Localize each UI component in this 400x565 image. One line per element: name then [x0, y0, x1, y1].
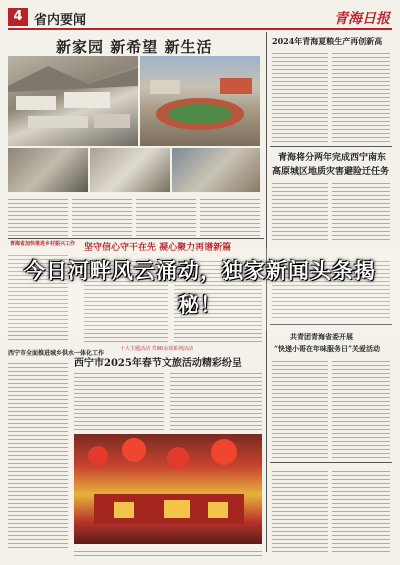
- xining-headline: 西宁市2025年春节文旅活动精彩纷呈: [74, 358, 242, 369]
- text-column: [136, 196, 196, 236]
- newspaper-logo: 青海日报: [334, 11, 390, 27]
- section-rule: [270, 146, 392, 147]
- village-photo-small-2: [90, 148, 170, 192]
- text-column: [272, 180, 328, 242]
- section-title: 省内要闻: [34, 13, 87, 28]
- school-photo: [140, 56, 260, 146]
- village-photo-left: [8, 56, 138, 146]
- text-column: [332, 50, 390, 142]
- text-column: [272, 358, 328, 458]
- lanterns-graphic: [74, 434, 262, 544]
- village-photo-small-1: [8, 148, 88, 192]
- text-column: [72, 196, 132, 236]
- village-photo-small-3: [172, 148, 260, 192]
- right-mid-headline-1: 青海将分两年完成西宁南东: [278, 153, 387, 163]
- spring-festival-photo: [74, 434, 262, 544]
- left-lower-headline: 西宁市全面推进城乡供水一体化工作: [8, 350, 105, 357]
- sports-field-graphic: [140, 56, 260, 146]
- text-column: [332, 358, 390, 458]
- text-column: [332, 468, 390, 552]
- right-lower-headline: “快递小哥在年味服务日”关爱活动: [274, 344, 381, 353]
- text-column: [272, 50, 328, 142]
- text-column: [74, 370, 164, 430]
- right-mid-headline-2: 高原城区地质灾害避险迁任务: [272, 167, 390, 177]
- page-number: 4: [8, 8, 28, 26]
- text-column: [8, 360, 68, 550]
- text-column: [332, 180, 390, 242]
- xining-kicker: 十大主题活动 共90余项系列活动: [120, 346, 193, 352]
- text-column: [8, 196, 68, 236]
- text-column: [200, 196, 260, 236]
- village-roofs-graphic: [8, 56, 138, 146]
- section-rule: [270, 462, 392, 463]
- section-rule: [8, 238, 264, 239]
- overlay-headline: 今日河畔风云涌动，独家新闻头条揭秘！: [24, 259, 376, 317]
- center-banner-headline: 坚守信心守干在先 凝心聚力再谱新篇: [84, 243, 232, 253]
- main-story-title: 新家园 新希望 新生活: [56, 38, 213, 56]
- right-lower-kicker: 共青团青海省委开展: [290, 332, 353, 341]
- masthead: [8, 6, 392, 30]
- side-headline: 青海省加快推进乡村振兴工作: [10, 241, 76, 247]
- text-column: [74, 548, 262, 556]
- text-column: [170, 370, 262, 430]
- text-column: [272, 468, 328, 552]
- right-top-headline: 2024年青海夏粮生产再创新高: [272, 36, 383, 46]
